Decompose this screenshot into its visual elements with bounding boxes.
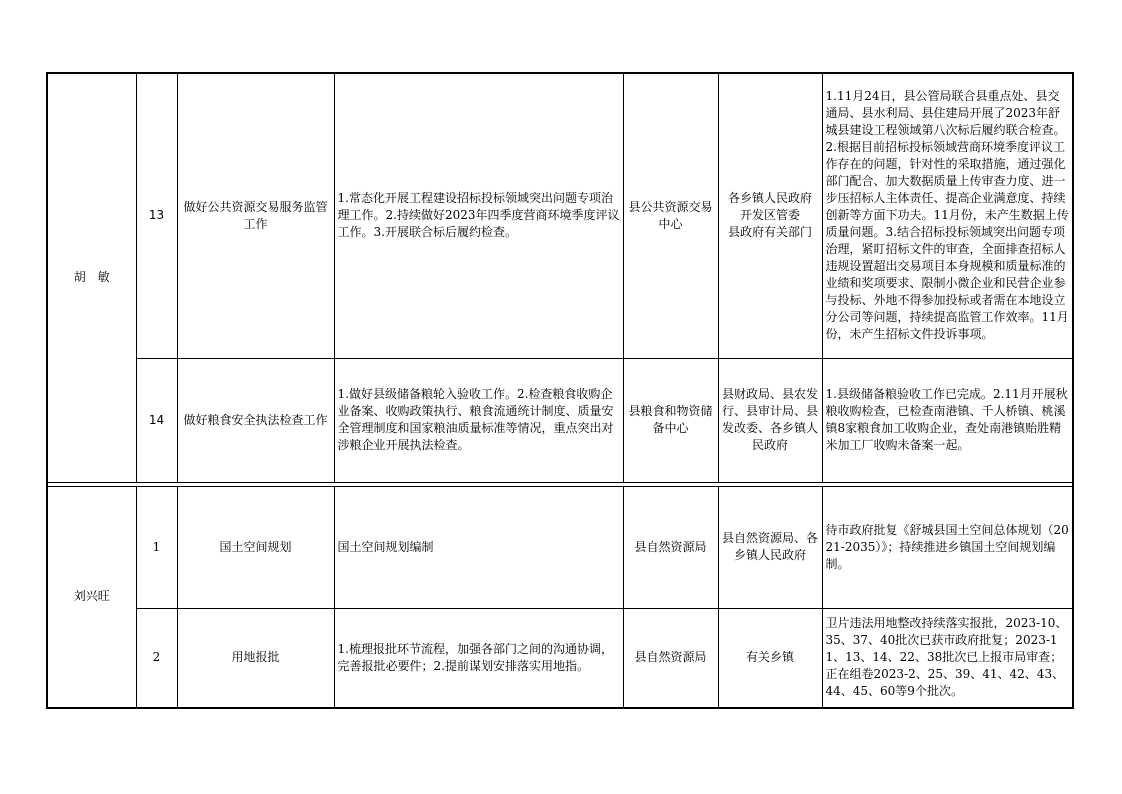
work-measures: 1.做好县级储备粮轮入验收工作。2.检查粮食收购企业备案、收购政策执行、粮食流通统计制度、质量安全管理制度和国家粮油质量标准等情况，重点突出对涉粮企业开展执法检查。 <box>334 358 623 482</box>
table-row <box>47 608 1073 708</box>
item-number: 13 <box>136 73 177 358</box>
work-measures: 国土空间规划编制 <box>334 486 623 608</box>
coop-units: 有关乡镇 <box>718 608 822 708</box>
task-name: 用地报批 <box>177 608 334 708</box>
item-number: 2 <box>136 608 177 708</box>
progress-text: 1.11月24日，县公管局联合县重点处、县交通局、县水利局、县住建局开展了2023年舒城县建设工程领域第八次标后履约联合检查。2.根据目前招标投标领域营商环境季度评议工作存在的问题，针对性的采取措施，通过强化部门配合、加大数据质量上传审查力度、进一步压招标人主体责任、提高企业满意度、持续创新等方面下功夫。11月份，未产生数据上传质量问题。3.结合招标投标领域突出问题专项治理，紧盯招标文件的审查，全面排查招标人违规设置超出交易项目本身规模和质量标准的业绩和奖项要求、限制小微企业和民营企业参与投标、外地不得参加投标或者需在本地设立分公司等问题，持续提高监管工作效率。11月份，未产生招标文件投诉事项。 <box>822 73 1073 358</box>
coop-units: 县自然资源局、各乡镇人民政府 <box>718 486 822 608</box>
coop-units: 各乡镇人民政府 开发区管委 县政府有关部门 <box>718 73 822 358</box>
task-name: 做好公共资源交易服务监管工作 <box>177 73 334 358</box>
person-cell: 胡 敏 <box>47 73 136 482</box>
task-name: 做好粮食安全执法检查工作 <box>177 358 334 482</box>
person-cell: 刘兴旺 <box>47 486 136 708</box>
task-table <box>46 72 1074 709</box>
item-number: 14 <box>136 358 177 482</box>
table-row <box>47 73 1073 358</box>
progress-text: 1.县级储备粮验收工作已完成。2.11月开展秋粮收购检查，已检查南港镇、千人桥镇、桃溪镇8家粮食加工收购企业，查处南港镇贻胜精米加工厂收购未备案一起。 <box>822 358 1073 482</box>
progress-text: 待市政府批复《舒城县国土空间总体规划（2021-2035）》；持续推进乡镇国土空间规划编制。 <box>822 486 1073 608</box>
lead-unit: 县粮食和物资储备中心 <box>623 358 718 482</box>
lead-unit: 县自然资源局 <box>623 486 718 608</box>
lead-unit: 县公共资源交易中心 <box>623 73 718 358</box>
table-row <box>47 486 1073 608</box>
table-row <box>47 358 1073 482</box>
work-measures: 1.梳理报批环节流程，加强各部门之间的沟通协调，完善报批必要件；2.提前谋划安排落实用地指。 <box>334 608 623 708</box>
lead-unit: 县自然资源局 <box>623 608 718 708</box>
item-number: 1 <box>136 486 177 608</box>
task-name: 国土空间规划 <box>177 486 334 608</box>
coop-units: 县财政局、县农发行、县审计局、县发改委、各乡镇人民政府 <box>718 358 822 482</box>
progress-text: 卫片违法用地整改持续落实报批，2023-10、35、37、40批次已获市政府批复；2023-11、13、14、22、38批次已上报市局审查；正在组卷2023-2、25、39、41、42、43、44、45、60等9个批次。 <box>822 608 1073 708</box>
work-measures: 1.常态化开展工程建设招标投标领域突出问题专项治理工作。2.持续做好2023年四季度营商环境季度评议工作。3.开展联合标后履约检查。 <box>334 73 623 358</box>
